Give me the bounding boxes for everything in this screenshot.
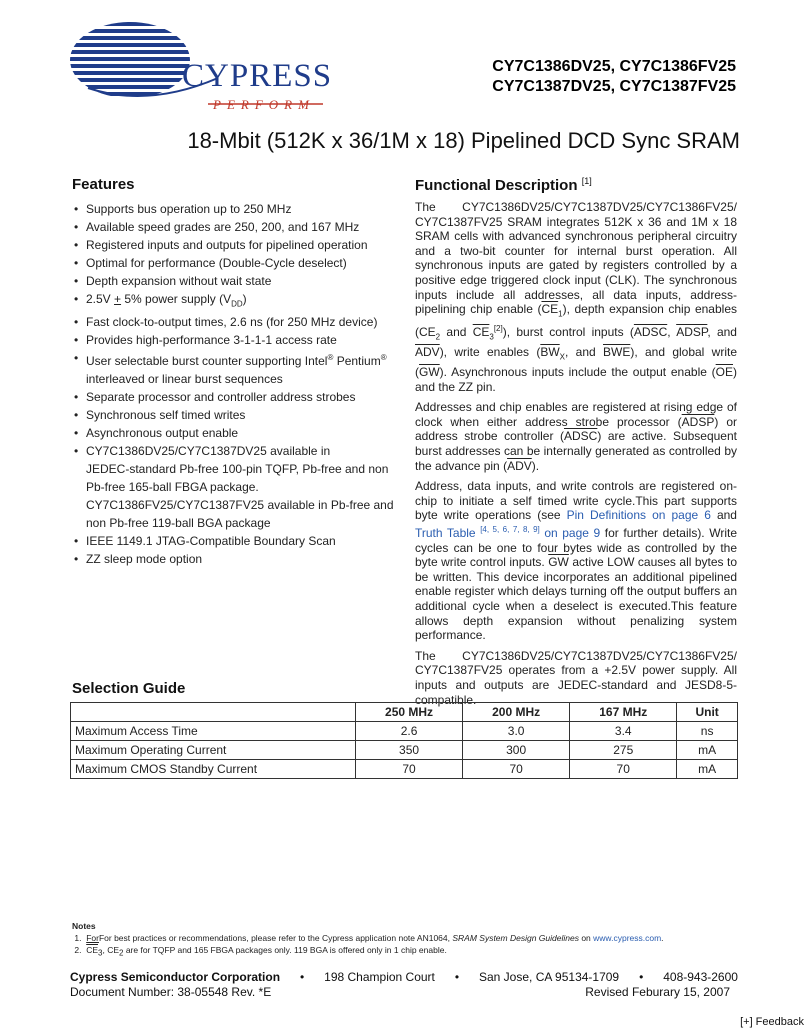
table-cell: 2.6 bbox=[356, 722, 463, 741]
feature-item: • IEEE 1149.1 JTAG-Compatible Boundary Scan bbox=[72, 532, 397, 550]
feature-item: • Available speed grades are 250, 200, and 167 MHz bbox=[72, 218, 397, 236]
table-header-cell bbox=[71, 703, 356, 722]
table-cell: 70 bbox=[356, 760, 463, 779]
pin-definitions-link[interactable]: Pin Definitions on page 6 bbox=[566, 508, 711, 523]
features-heading: Features bbox=[72, 176, 135, 193]
footer-address-line bbox=[70, 970, 738, 984]
table-cell: Maximum Operating Current bbox=[71, 741, 356, 760]
functional-paragraph-2: Addresses and chip enables are registered at rising edge of clock when either address strobe processor (ADSP) or address strobe controller (ADSC) are active. Subsequent burst addresses can be internally generated as controlled by the advance pin $(\overline{ADV})$. bbox=[415, 400, 738, 473]
table-row bbox=[71, 741, 738, 760]
footer-street: 198 Champion Court bbox=[324, 970, 435, 984]
functional-paragraph-3: Address, data inputs, and write controls are registered on-chip to initiate a self timed write cycle.This part supports byte write operations (see Pin Definitions on page 6 and Truth Table [4, 5, 6, 7, 8, 9] on page 9 for further details). Write cycles can be one to four bytes wide as controlled by the byte write control inputs. $\overline{GW}$ active LOW causes all bytes to be written. This device incorporates an additional pipelined enable register which delays turning off the output buffers an additional cycle when a deselect is executed.This feature allows depth expansion without penalizing system performance. bbox=[415, 479, 737, 643]
feature-item: • Separate processor and controller address strobes bbox=[72, 388, 397, 406]
table-cell: 275 bbox=[570, 741, 677, 760]
table-header-cell: 200 MHz bbox=[463, 703, 570, 722]
feature-item: • Fast clock-to-output times, 2.6 ns (for 250 MHz device) bbox=[72, 313, 397, 331]
table-row bbox=[71, 722, 738, 741]
table-cell: Maximum Access Time bbox=[71, 722, 356, 741]
table-row bbox=[71, 760, 738, 779]
table-header-cell: 250 MHz bbox=[356, 703, 463, 722]
note-2: 2. $\overline{CE}_3$, $CE_2$ are for TQFP and 165 FBGA packages only. 119 BGA is offered only in 1 chip enable. bbox=[74, 945, 447, 958]
footer-document-line bbox=[70, 985, 730, 999]
notes-heading: Notes bbox=[72, 921, 96, 931]
feature-item: • Asynchronous output enable bbox=[72, 424, 397, 442]
features-list bbox=[72, 200, 397, 568]
table-cell: mA bbox=[677, 760, 738, 779]
footer-separator: • bbox=[454, 970, 460, 984]
footer-city: San Jose, CA 95134-1709 bbox=[479, 970, 620, 984]
revised-date: Revised Feburary 15, 2007 bbox=[585, 985, 730, 999]
logo-wordmark: CYPRESS bbox=[182, 58, 333, 94]
table-cell: 300 bbox=[463, 741, 570, 760]
table-cell: 3.0 bbox=[463, 722, 570, 741]
feature-item-power: • 2.5V + 5% power supply $(V_{DD})$ bbox=[72, 290, 397, 313]
table-cell: 70 bbox=[463, 760, 570, 779]
part-number-line-2: CY7C1387DV25, CY7C1387FV25 bbox=[492, 78, 736, 95]
logo-tagline: PERFORM bbox=[213, 97, 315, 112]
feature-item: • Registered inputs and outputs for pipelined operation bbox=[72, 236, 397, 254]
functional-description-body bbox=[415, 200, 737, 713]
table-header-row bbox=[71, 703, 738, 722]
footer-separator: • bbox=[639, 970, 644, 984]
functional-paragraph-1: The CY7C1386DV25/CY7C1387DV25/CY7C1386FV25/ CY7C1387FV25 SRAM integrates 512K x 36 and 1M x 18 SRAM cells with advanced synchronous peripheral circuitry and a two-bit counter for internal burst operation. All synchronous inputs are gated by registers controlled by a positive edge triggered clock input (CLK). The synchronous inputs include all addresses, all data inputs, address-pipelining chip enable $(\overline{CE}_1)$, depth expansion chip enables ($CE_2$ and $\overline{CE}_3[2]$), burst control inputs (ADSC, ADSP, and $\overline{ADV}$), write enables ($\overline{BW}_X$, and $\overline{BWE}$), and global write $(\overline{GW})$. Asynchronous inputs include the output enable $(\overline{OE})$ and the ZZ pin. bbox=[415, 200, 737, 394]
selection-guide-table bbox=[70, 702, 738, 779]
functional-paragraph-4: The CY7C1386DV25/CY7C1387DV25/CY7C1386FV25/ CY7C1387FV25 operates from a +2.5V power supply. All inputs and outputs are JEDEC-standard and JESD8-5-compatible. bbox=[415, 648, 737, 707]
feature-item: • Provides high-performance 3-1-1-1 access rate bbox=[72, 331, 397, 349]
notes-section bbox=[72, 920, 742, 960]
feature-item-burst: • User selectable burst counter supporting Intel® Pentium® interleaved or linear burst sequences bbox=[72, 349, 397, 388]
functional-description-heading: Functional Description [1] bbox=[415, 176, 592, 194]
note-1: 1. ForFor best practices or recommendations, please refer to the Cypress application note AN1064, SRAM System Design Guidelines on www.cypress.com. bbox=[74, 933, 664, 943]
cypress-website-link[interactable]: www.cypress.com bbox=[593, 933, 662, 943]
table-cell: Maximum CMOS Standby Current bbox=[71, 760, 356, 779]
feature-item: • Depth expansion without wait state bbox=[72, 272, 397, 290]
table-cell: mA bbox=[677, 741, 738, 760]
feature-item: • Synchronous self timed writes bbox=[72, 406, 397, 424]
table-header-cell: 167 MHz bbox=[570, 703, 677, 722]
table-cell: ns bbox=[677, 722, 738, 741]
part-number-line-1: CY7C1386DV25, CY7C1386FV25 bbox=[492, 58, 736, 75]
feature-item: • Optimal for performance (Double-Cycle deselect) bbox=[72, 254, 397, 272]
feature-item: • ZZ sleep mode option bbox=[72, 550, 397, 568]
truth-table-link[interactable]: Truth Table [4, 5, 6, 7, 8, 9] on page 9 bbox=[415, 525, 601, 541]
table-cell: 70 bbox=[570, 760, 677, 779]
footer-phone: 408-943-2600 bbox=[663, 970, 738, 984]
selection-guide-heading: Selection Guide bbox=[72, 680, 186, 697]
feature-item: • Supports bus operation up to 250 MHz bbox=[72, 200, 397, 218]
table-cell: 350 bbox=[356, 741, 463, 760]
table-header-cell: Unit bbox=[677, 703, 738, 722]
footer-company: Cypress Semiconductor Corporation bbox=[70, 970, 281, 984]
page-title: 18-Mbit (512K x 36/1M x 18) Pipelined DCD Sync SRAM bbox=[187, 128, 740, 153]
feedback-link[interactable]: [+] Feedback bbox=[740, 1016, 804, 1028]
footer-separator: • bbox=[300, 970, 305, 984]
table-cell: 3.4 bbox=[570, 722, 677, 741]
document-number: Document Number: 38-05548 Rev. *E bbox=[70, 985, 272, 999]
feature-item-packages: • CY7C1386DV25/CY7C1387DV25 available in JEDEC-standard Pb-free 100-pin TQFP, Pb-free and non Pb-free 165-ball FBGA package. CY7C1386FV25/CY7C1387FV25 available in Pb-free and non Pb-free 119-ball BGA package bbox=[72, 442, 397, 532]
